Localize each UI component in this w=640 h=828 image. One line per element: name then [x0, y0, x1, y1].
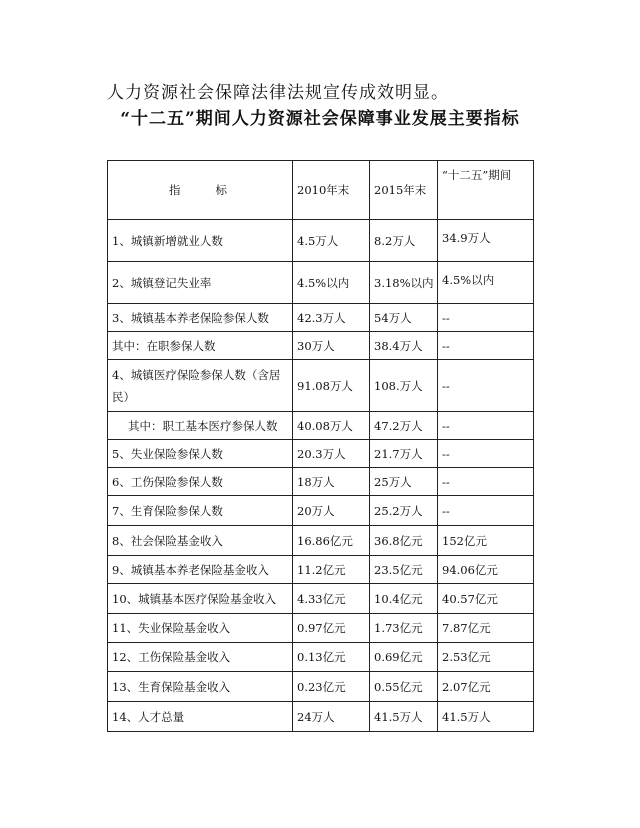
value-2015: 3.18%以内 [370, 262, 438, 304]
value-period: -- [438, 440, 534, 468]
value-2010: 16.86亿元 [293, 526, 370, 556]
table-row [108, 496, 534, 526]
indicator-name: 10、城镇基本医疗保险基金收入 [108, 584, 293, 614]
value-period: 4.5%以内 [438, 262, 534, 304]
value-2010: 0.23亿元 [293, 672, 370, 702]
table-row [108, 643, 534, 672]
table-row [108, 468, 534, 496]
value-2010: 91.08万人 [293, 360, 370, 412]
indicator-name: 其中：职工基本医疗参保人数 [108, 412, 293, 440]
indicator-name: 3、城镇基本养老保险参保人数 [108, 304, 293, 332]
table-header-row [108, 161, 534, 220]
value-period: -- [438, 468, 534, 496]
table-row [108, 220, 534, 262]
value-2010: 4.5万人 [293, 220, 370, 262]
value-2015: 36.8亿元 [370, 526, 438, 556]
indicator-name: 11、失业保险基金收入 [108, 614, 293, 643]
value-2015: 41.5万人 [370, 702, 438, 732]
indicator-name: 其中：在职参保人数 [108, 332, 293, 360]
indicator-name: 4、城镇医疗保险参保人数（含居民） [108, 360, 293, 412]
indicator-name: 9、城镇基本养老保险基金收入 [108, 556, 293, 584]
value-2015: 38.4万人 [370, 332, 438, 360]
indicator-name: 2、城镇登记失业率 [108, 262, 293, 304]
value-2010: 42.3万人 [293, 304, 370, 332]
value-2010: 20万人 [293, 496, 370, 526]
value-2010: 4.5%以内 [293, 262, 370, 304]
value-period: -- [438, 332, 534, 360]
indicators-table [107, 160, 534, 732]
indicator-name: 1、城镇新增就业人数 [108, 220, 293, 262]
value-2010: 20.3万人 [293, 440, 370, 468]
indicator-name: 7、生育保险参保人数 [108, 496, 293, 526]
table-row [108, 304, 534, 332]
table-row [108, 262, 534, 304]
value-period: 40.57亿元 [438, 584, 534, 614]
value-2010: 0.13亿元 [293, 643, 370, 672]
value-2010: 24万人 [293, 702, 370, 732]
table-row [108, 412, 534, 440]
value-2010: 11.2亿元 [293, 556, 370, 584]
indicator-name: 13、生育保险基金收入 [108, 672, 293, 702]
value-2015: 10.4亿元 [370, 584, 438, 614]
value-2015: 54万人 [370, 304, 438, 332]
value-2015: 0.55亿元 [370, 672, 438, 702]
indicator-name: 12、工伤保险基金收入 [108, 643, 293, 672]
table-row [108, 614, 534, 643]
indicator-name: 6、工伤保险参保人数 [108, 468, 293, 496]
value-period: 2.53亿元 [438, 643, 534, 672]
value-2010: 40.08万人 [293, 412, 370, 440]
table-row [108, 556, 534, 584]
value-2015: 47.2万人 [370, 412, 438, 440]
value-2010: 30万人 [293, 332, 370, 360]
value-period: -- [438, 412, 534, 440]
value-2010: 0.97亿元 [293, 614, 370, 643]
table-row [108, 672, 534, 702]
table-row [108, 440, 534, 468]
header-2010: 2010年末 [293, 161, 370, 220]
value-2015: 108.万人 [370, 360, 438, 412]
value-period: 41.5万人 [438, 702, 534, 732]
value-period: 2.07亿元 [438, 672, 534, 702]
value-period: 34.9万人 [438, 220, 534, 262]
header-period: “十二五”期间 [438, 161, 534, 220]
table-row [108, 526, 534, 556]
table-row [108, 332, 534, 360]
intro-paragraph: 人力资源社会保障法律法规宣传成效明显。 [107, 83, 449, 103]
value-period: 7.87亿元 [438, 614, 534, 643]
value-period: 152亿元 [438, 526, 534, 556]
header-2015: 2015年末 [370, 161, 438, 220]
table-row [108, 702, 534, 732]
table-row [108, 584, 534, 614]
indicator-name: 8、社会保险基金收入 [108, 526, 293, 556]
value-period: -- [438, 360, 534, 412]
value-2015: 25万人 [370, 468, 438, 496]
value-2015: 25.2万人 [370, 496, 438, 526]
value-2015: 1.73亿元 [370, 614, 438, 643]
indicator-name: 14、人才总量 [108, 702, 293, 732]
value-2015: 0.69亿元 [370, 643, 438, 672]
value-2010: 18万人 [293, 468, 370, 496]
header-indicator: 指 标 [108, 161, 293, 220]
value-2015: 8.2万人 [370, 220, 438, 262]
table-title: “十二五”期间人力资源社会保障事业发展主要指标 [120, 109, 520, 129]
value-2015: 21.7万人 [370, 440, 438, 468]
value-period: 94.06亿元 [438, 556, 534, 584]
value-period: -- [438, 496, 534, 526]
value-2015: 23.5亿元 [370, 556, 438, 584]
indicator-name: 5、失业保险参保人数 [108, 440, 293, 468]
table-row [108, 360, 534, 412]
value-period: -- [438, 304, 534, 332]
value-2010: 4.33亿元 [293, 584, 370, 614]
